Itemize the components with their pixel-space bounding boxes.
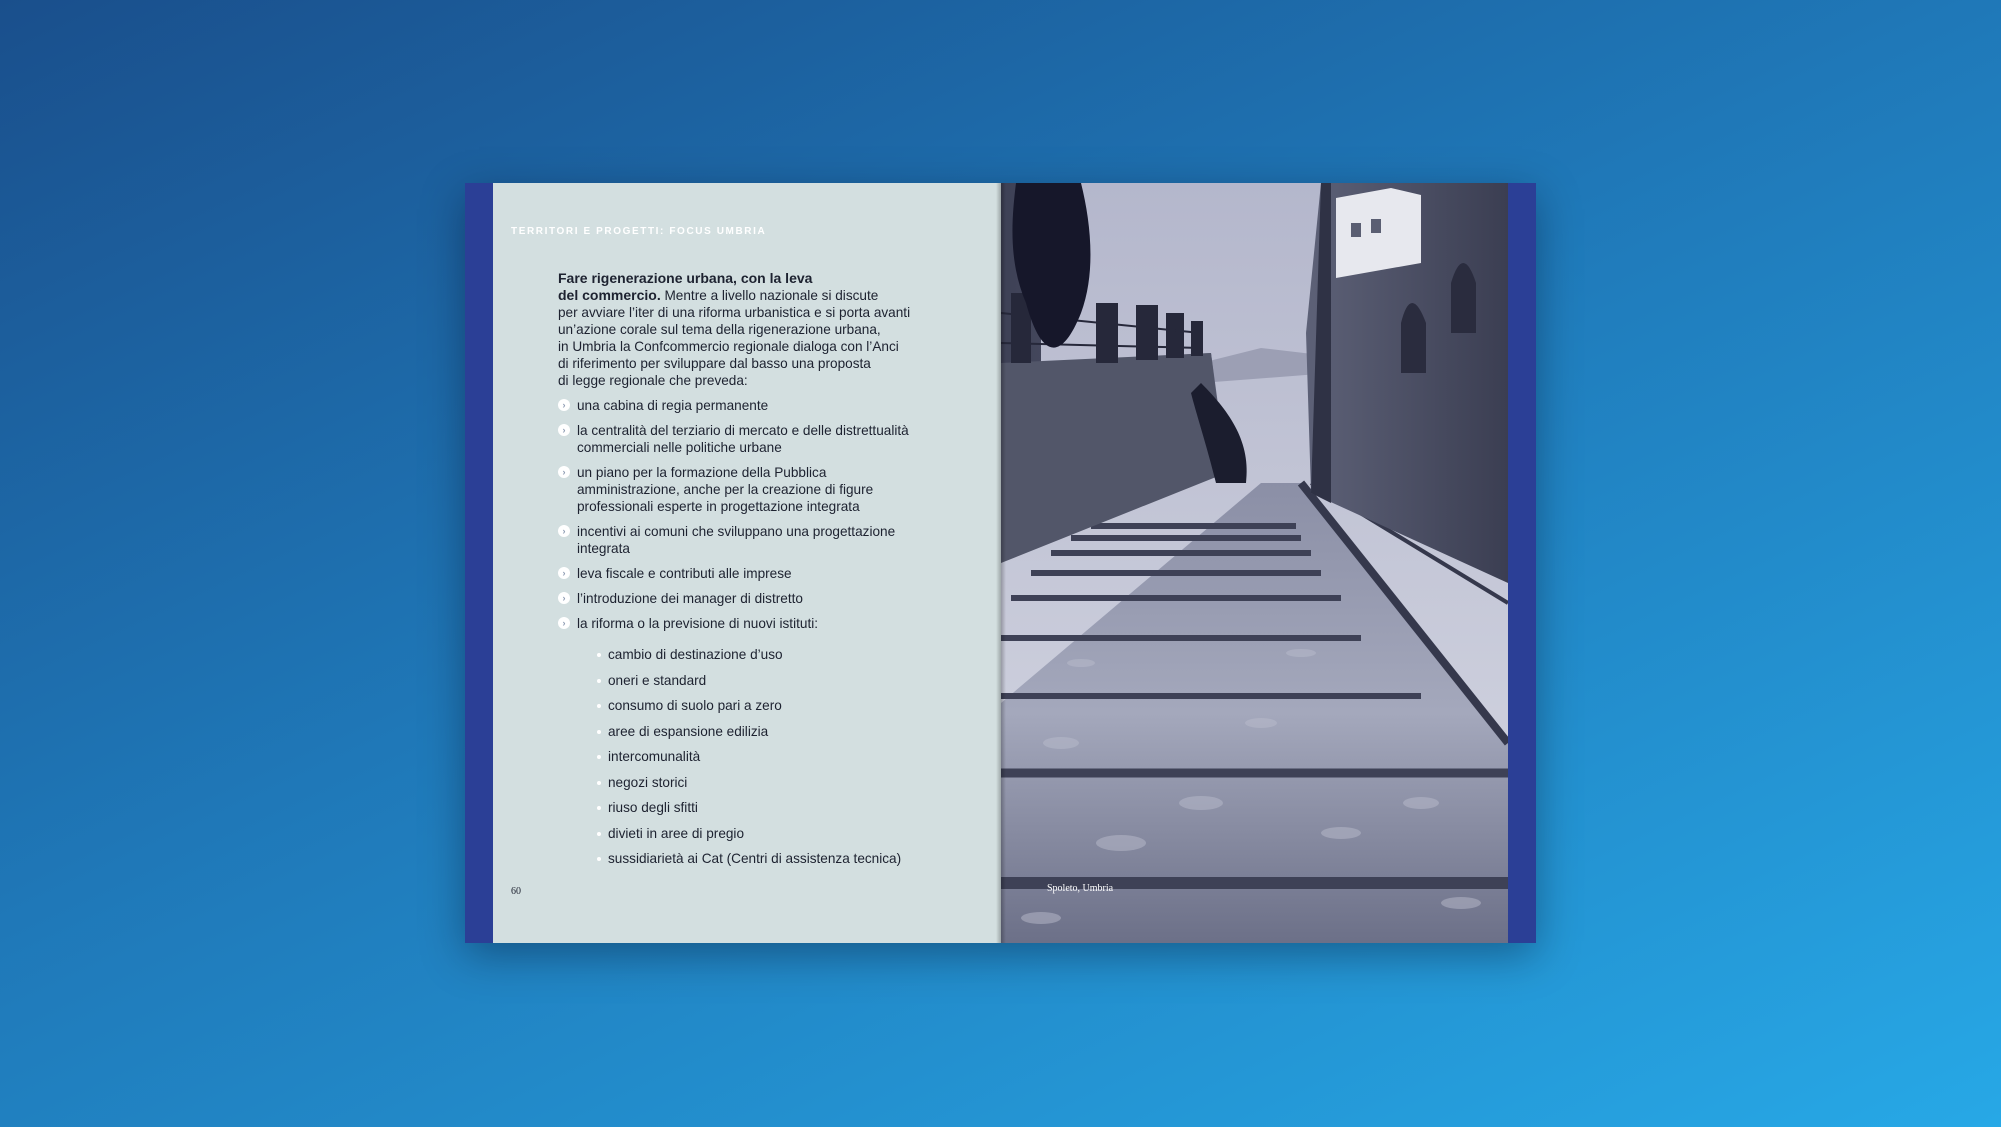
- left-page: [493, 183, 1001, 943]
- list-item-text: l’introduzione dei manager di distretto: [577, 591, 803, 606]
- cover-edge-left: [465, 183, 495, 943]
- cover-edge-right: [1506, 183, 1536, 943]
- sub-list-item: [577, 646, 928, 663]
- list-item: [558, 590, 928, 607]
- list-item-text: la riforma o la previsione di nuovi istituti:: [577, 616, 819, 631]
- running-head: TERRITORI E PROGETTI: FOCUS UMBRIA: [511, 226, 767, 237]
- sub-bullet-list: [577, 646, 928, 867]
- sub-list-item: [577, 825, 928, 842]
- arrow-right-circle-icon: ›: [558, 525, 570, 537]
- sub-list-item: [577, 799, 928, 816]
- dot-icon: [597, 755, 601, 759]
- dot-icon: [597, 679, 601, 683]
- list-item: [558, 464, 928, 515]
- list-item: [558, 565, 928, 582]
- arrow-right-circle-icon: ›: [558, 592, 570, 604]
- arrow-right-circle-icon: ›: [558, 466, 570, 478]
- arrow-right-circle-icon: ›: [558, 399, 570, 411]
- arrow-right-circle-icon: ›: [558, 567, 570, 579]
- sub-list-item-text: sussidiarietà ai Cat (Centri di assistenza tecnica): [608, 851, 902, 866]
- sub-list-item-text: negozi storici: [608, 774, 688, 790]
- sub-list-item: [577, 850, 928, 867]
- body-text: [558, 270, 928, 876]
- sub-list-item: [577, 697, 928, 714]
- page-number: 60: [511, 886, 521, 897]
- list-item-text: incentivi ai comuni che sviluppano una progettazione integrata: [577, 524, 896, 556]
- intro-paragraph: [558, 270, 928, 389]
- dot-icon: [597, 781, 601, 785]
- street-stairs-photo: [1001, 183, 1508, 943]
- dot-icon: [597, 704, 601, 708]
- arrow-right-circle-icon: ›: [558, 424, 570, 436]
- dot-icon: [597, 857, 601, 861]
- spine-gutter: [996, 183, 1006, 943]
- right-page: [1001, 183, 1508, 943]
- list-item-text: leva fiscale e contributi alle imprese: [577, 566, 792, 581]
- sub-list-item-text: aree di espansione edilizia: [608, 723, 769, 739]
- sub-list-item-text: cambio di destinazione d’uso: [608, 647, 783, 662]
- dot-icon: [597, 832, 601, 836]
- sub-list-item: [577, 774, 928, 791]
- sub-list-item-text: intercomunalità: [608, 749, 701, 764]
- photo-caption: Spoleto, Umbria: [1047, 883, 1114, 894]
- dot-icon: [597, 730, 601, 734]
- dot-icon: [597, 653, 601, 657]
- sub-list-item: [577, 672, 928, 689]
- lead-heading: Fare rigenerazione urbana, con la leva del commercio.: [558, 270, 813, 303]
- list-item: [558, 523, 928, 557]
- book-spread: [465, 183, 1536, 943]
- list-item-text: una cabina di regia permanente: [577, 398, 769, 413]
- list-item-text: un piano per la formazione della Pubblica amministrazione, anche per la creazione di figure professionali esperte in progettazione integrata: [577, 465, 874, 514]
- list-item: [558, 615, 928, 867]
- sub-list-item: [577, 723, 928, 740]
- list-item: [558, 422, 928, 456]
- sub-list-item-text: divieti in aree di pregio: [608, 825, 745, 841]
- sub-list-item-text: riuso degli sfitti: [608, 800, 698, 815]
- sub-list-item-text: consumo di suolo pari a zero: [608, 698, 782, 713]
- dot-icon: [597, 806, 601, 810]
- sub-list-item: [577, 748, 928, 765]
- intro-text: Mentre a livello nazionale si discute per avviare l’iter di una riforma urbanistica e si porta avanti un’azione corale sul tema della rigenerazione urbana, in Umbria la Confcommercio regionale dialoga con l’Anci di riferimento per sviluppare dal basso una proposta di legge regionale che preveda:: [558, 288, 911, 388]
- sub-list-item-text: oneri e standard: [608, 672, 707, 688]
- arrow-right-circle-icon: ›: [558, 617, 570, 629]
- bullet-list: [558, 397, 928, 867]
- list-item-text: la centralità del terziario di mercato e delle distrettualità commerciali nelle politiche urbane: [577, 423, 909, 455]
- list-item: [558, 397, 928, 414]
